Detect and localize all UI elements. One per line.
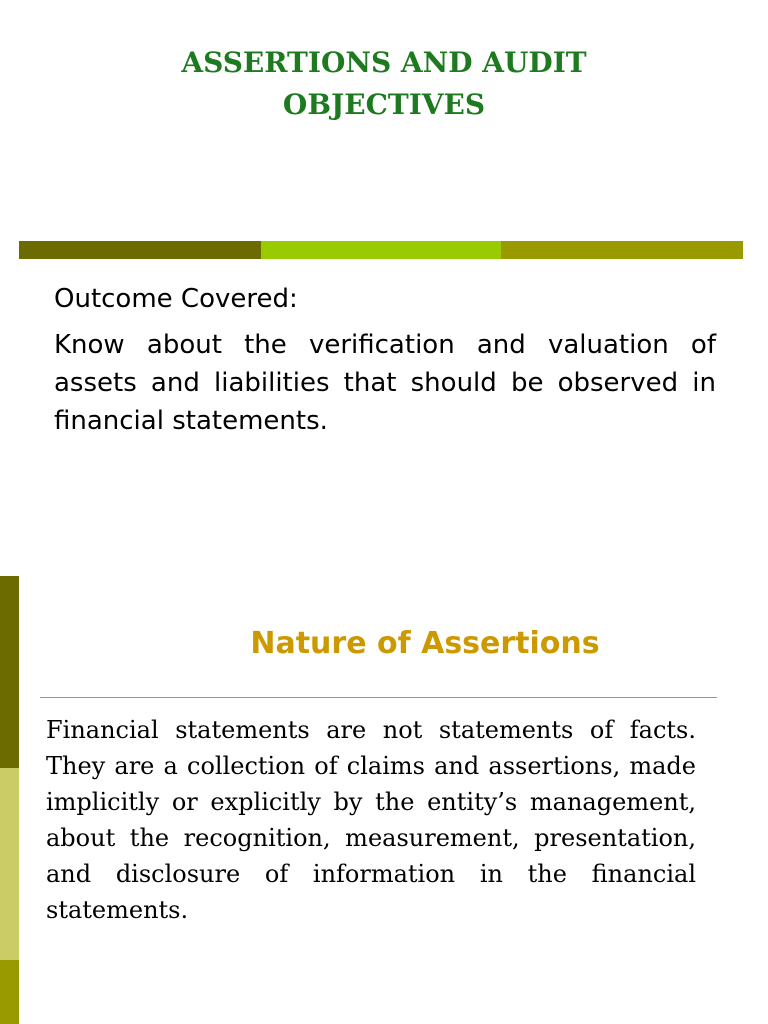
outcome-heading: Outcome Covered:: [54, 284, 298, 314]
decorative-side-bar: [0, 576, 19, 1024]
decorative-color-bar: [19, 241, 743, 259]
side-bar-segment-dark-olive: [0, 576, 19, 768]
side-bar-segment-light-olive: [0, 768, 19, 960]
slide-title: [0, 42, 768, 126]
outcome-description: Know about the verification and valuation of assets and liabilities that should be observed in financial statements.: [54, 330, 716, 436]
body-paragraph: Financial statements are not statements of facts. They are a collection of claims and assertions, made implicitly or explicitly by the entity’s management, about the recognition, measurement, presentation, and disclosure of information in the financial statements.: [46, 716, 696, 924]
color-bar-segment-dark-olive: [19, 241, 261, 259]
slide-title-line-1: ASSERTIONS AND AUDIT: [181, 46, 587, 79]
color-bar-segment-olive: [501, 241, 743, 259]
side-bar-segment-olive: [0, 960, 19, 1024]
section-title: Nature of Assertions: [250, 626, 600, 661]
slide-2: [0, 576, 768, 1024]
slide-title-line-2: OBJECTIVES: [282, 88, 486, 121]
color-bar-segment-lime: [261, 241, 501, 259]
title-divider: [40, 697, 717, 698]
outcome-section: [54, 280, 716, 440]
